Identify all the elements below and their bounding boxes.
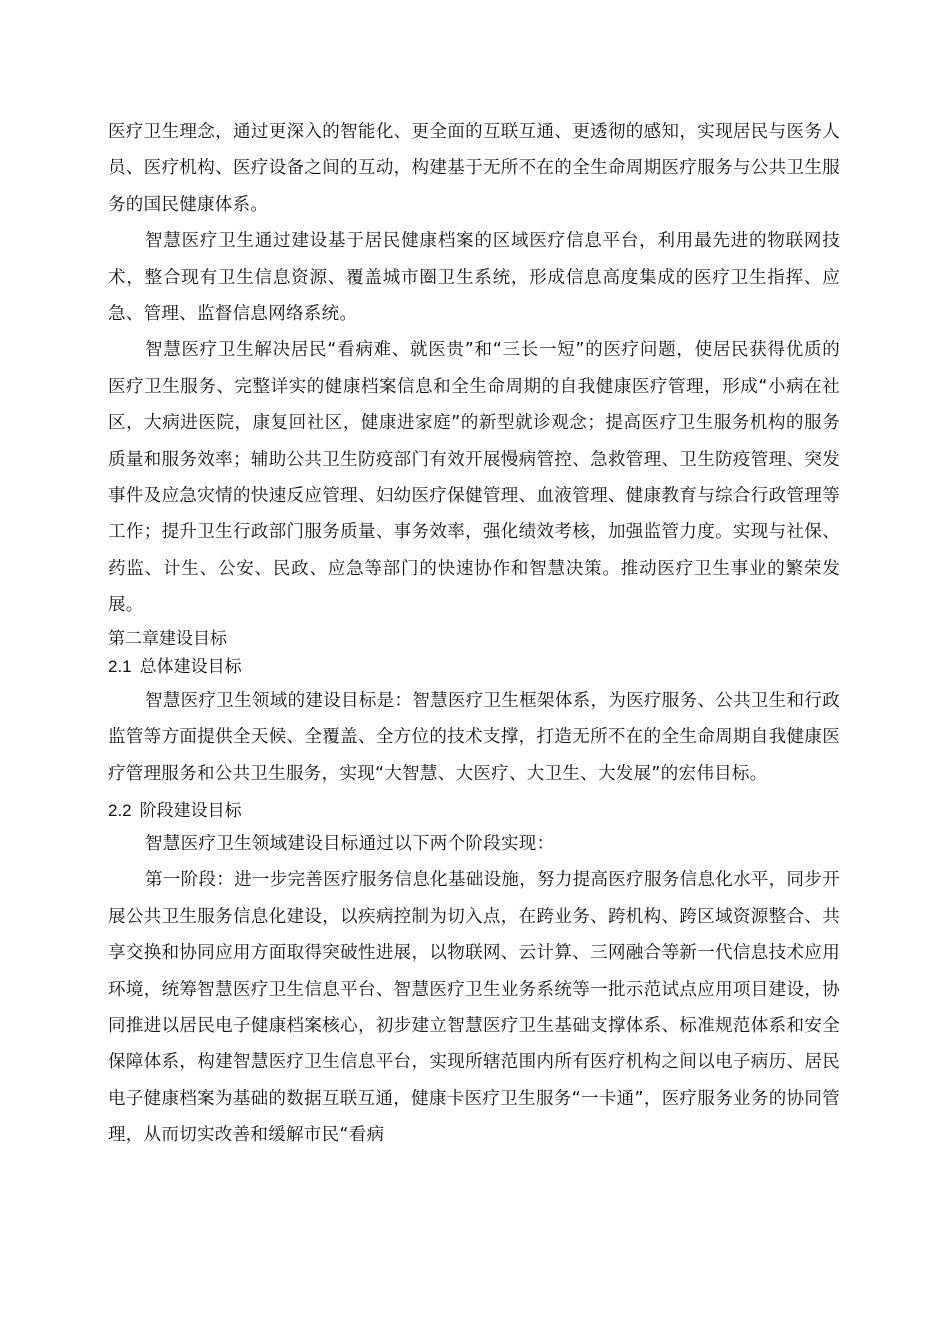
paragraph-overall-goal: 智慧医疗卫生领域的建设目标是：智慧医疗卫生框架体系，为医疗服务、公共卫生和行政监管等方面提供全天候、全覆盖、全方位的技术支撑，打造无所不在的全生命周期自我健康医疗管理服务和公共卫生服务，实现“大智慧、大医疗、大卫生、大发展”的宏伟目标。 (108, 690, 840, 784)
paragraph-stage-intro: 智慧医疗卫生领域建设目标通过以下两个阶段实现： (145, 833, 555, 854)
section-number-2-1: 2.1 (108, 656, 132, 676)
chapter-title: 第二章建设目标 (108, 628, 227, 649)
paragraph-stage-one: 第一阶段：进一步完善医疗服务信息化基础设施，努力提高医疗服务信息化水平，同步开展公共卫生服务信息化建设，以疾病控制为切入点，在跨业务、跨机构、跨区域资源整合、共享交换和协同应用方面取得突破性进展，以物联网、云计算、三网融合等新一代信息技术应用环境，统筹智慧医疗卫生信息平台、智慧医疗卫生业务系统等一批示范试点应用项目建设，协同推进以居民电子健康档案核心，初步建立智慧医疗卫生基础支撑体系、标准规范体系和安全保障体系，构建智慧医疗卫生信息平台，实现所辖范围内所有医疗机构之间以电子病历、居民电子健康档案为基础的数据互联互通，健康卡医疗卫生服务“一卡通”，医疗服务业务的协同管理，从而切实改善和缓解市民“看病 (108, 870, 840, 1146)
paragraph-platform: 智慧医疗卫生通过建设基于居民健康档案的区域医疗信息平台，利用最先进的物联网技术，整合现有卫生信息资源、覆盖城市圈卫生系统，形成信息高度集成的医疗卫生指挥、应急、管理、监督信息网络系统。 (108, 231, 840, 325)
section-heading-2-1 (108, 653, 840, 681)
section-title-2-2: 阶段建设目标 (139, 800, 242, 821)
section-heading-2-2 (108, 796, 840, 826)
paragraph-benefits: 智慧医疗卫生解决居民“看病难、就医贵”和“三长一短”的医疗问题，使居民获得优质的医疗卫生服务、完整详实的健康档案信息和全生命周期的自我健康医疗管理，形成“小病在社区，大病进医院，康复回社区，健康进家庭”的新型就诊观念；提高医疗卫生服务机构的服务质量和服务效率；辅助公共卫生防疫部门有效开展慢病管控、急救管理、卫生防疫管理、突发事件及应急灾情的快速反应管理、妇幼医疗保健管理、血液管理、健康教育与综合行政管理等工作；提升卫生行政部门服务质量、事务效率，强化绩效考核，加强监管力度。实现与社保、药监、计生、公安、民政、应急等部门的快速协作和智慧决策。推动医疗卫生事业的繁荣发展。 (108, 340, 840, 616)
section-number-2-2: 2.2 (108, 800, 132, 820)
document-page (108, 114, 840, 1154)
section-title-2-1: 总体建设目标 (139, 656, 242, 677)
paragraph-intro-continued: 医疗卫生理念，通过更深入的智能化、更全面的互联互通、更透彻的感知，实现居民与医务人员、医疗机构、医疗设备之间的互动，构建基于无所不在的全生命周期医疗服务与公共卫生服务的国民健康体系。 (108, 122, 840, 215)
